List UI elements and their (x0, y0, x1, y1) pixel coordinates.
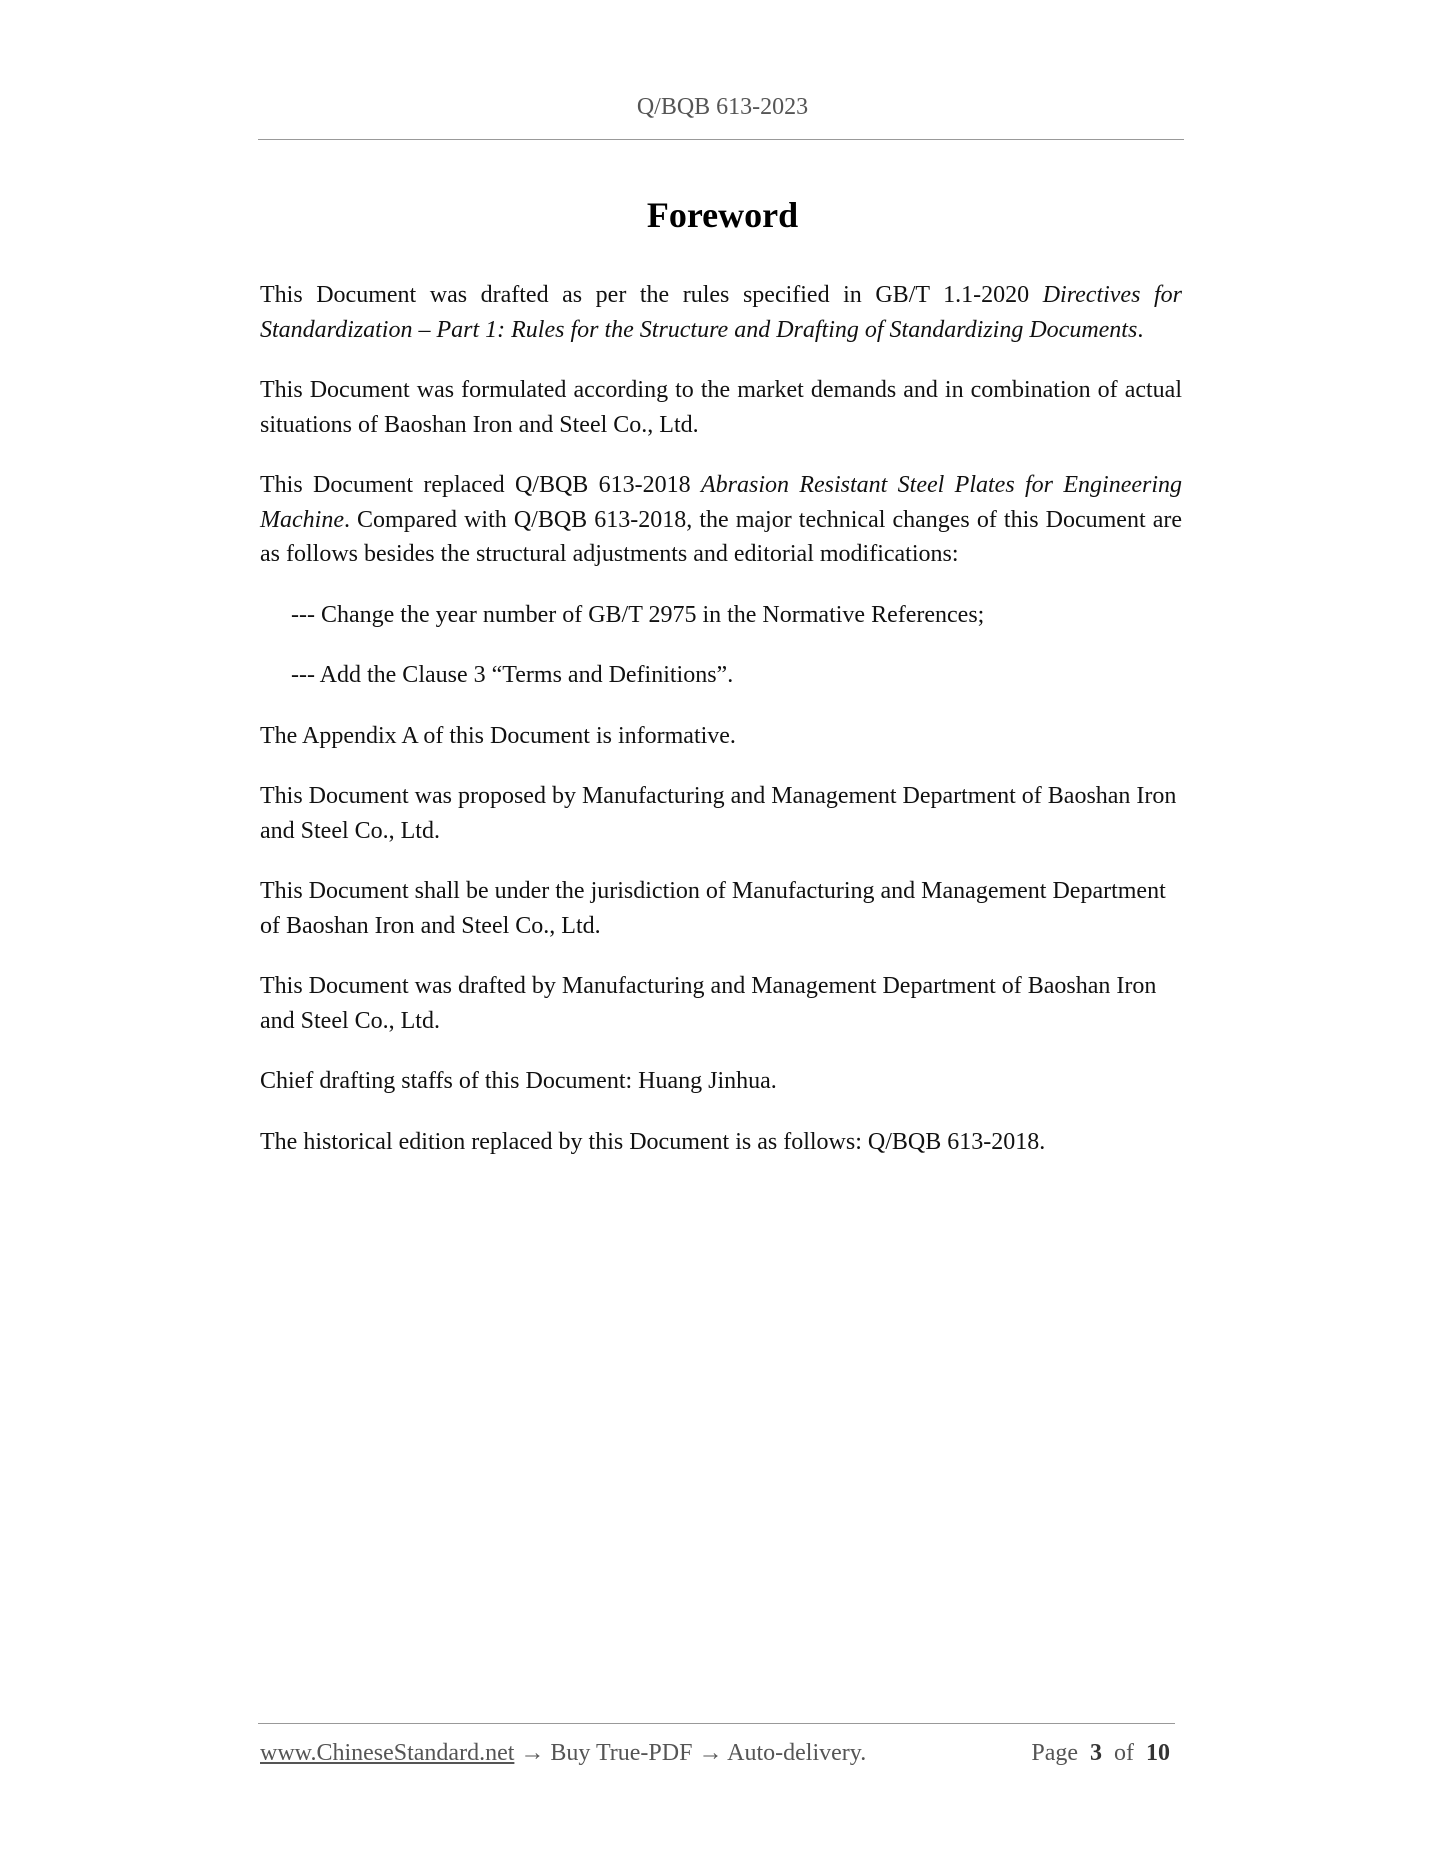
page-label: Page (1031, 1740, 1078, 1766)
footer-divider (258, 1723, 1175, 1724)
paragraph-drafted-by: This Document was drafted by Manufacturing and Management Department of Baoshan Iron and Steel Co., Ltd. (260, 973, 1157, 1034)
running-header-doc-code: Q/BQB 613-2023 (636, 94, 809, 120)
paragraph-proposed-by: This Document was proposed by Manufacturing and Management Department of Baoshan Iron and Steel Co., Ltd. (260, 783, 1177, 844)
change-list-item: --- Change the year number of GB/T 2975 in the Normative References; (291, 601, 985, 628)
page-current: 3 (1090, 1740, 1102, 1766)
paragraph-appendix: The Appendix A of this Document is informative. (260, 722, 736, 749)
website-link[interactable]: www.ChineseStandard.net (260, 1740, 515, 1766)
cited-standard-title: Directives for Standardization – Part 1: Rules for the Structure and Drafting of Standardizing Documents (260, 282, 1182, 343)
paragraph-formulation: This Document was formulated according to the market demands and in combination of actual situations of Baoshan Iron and Steel Co., Ltd. (260, 377, 1182, 438)
change-list-item: --- Add the Clause 3 “Terms and Definitions”. (291, 662, 734, 688)
replaced-standard-title: Abrasion Resistant Steel Plates for Engineering Machine (260, 472, 1183, 533)
paragraph-historical-edition: The historical edition replaced by this Document is as follows: Q/BQB 613-2018. (260, 1128, 1046, 1155)
page-total: 10 (1146, 1740, 1170, 1766)
page-of-label: of (1114, 1740, 1134, 1766)
page-number (1031, 1740, 1170, 1767)
paragraph-text: . Compared with Q/BQB 613-2018, the major technical changes of this Document are as follows besides the structural adjustments and editorial modifications: (260, 506, 1182, 567)
paragraph-replacement (260, 468, 1182, 572)
paragraph-text: This Document replaced Q/BQB 613-2018 (260, 472, 701, 498)
buy-true-pdf-text: Buy True-PDF (550, 1740, 693, 1766)
arrow-icon: → (692, 1740, 728, 1766)
paragraph-drafting-staff: Chief drafting staffs of this Document: Huang Jinhua. (260, 1068, 777, 1094)
paragraph-text: This Document was drafted as per the rules specified in GB/T 1.1-2020 (260, 282, 1043, 308)
footer-promo (260, 1740, 866, 1767)
paragraph-drafting-rules (260, 278, 1182, 347)
paragraph-jurisdiction: This Document shall be under the jurisdiction of Manufacturing and Management Department of Baoshan Iron and Steel Co., Ltd. (260, 878, 1166, 939)
paragraph-text: . (1137, 316, 1144, 343)
foreword-body (260, 278, 1182, 1185)
header-divider (258, 139, 1184, 140)
page-title: Foreword (646, 195, 799, 235)
arrow-icon: → (514, 1740, 551, 1766)
auto-delivery-text: Auto-delivery. (727, 1740, 867, 1766)
